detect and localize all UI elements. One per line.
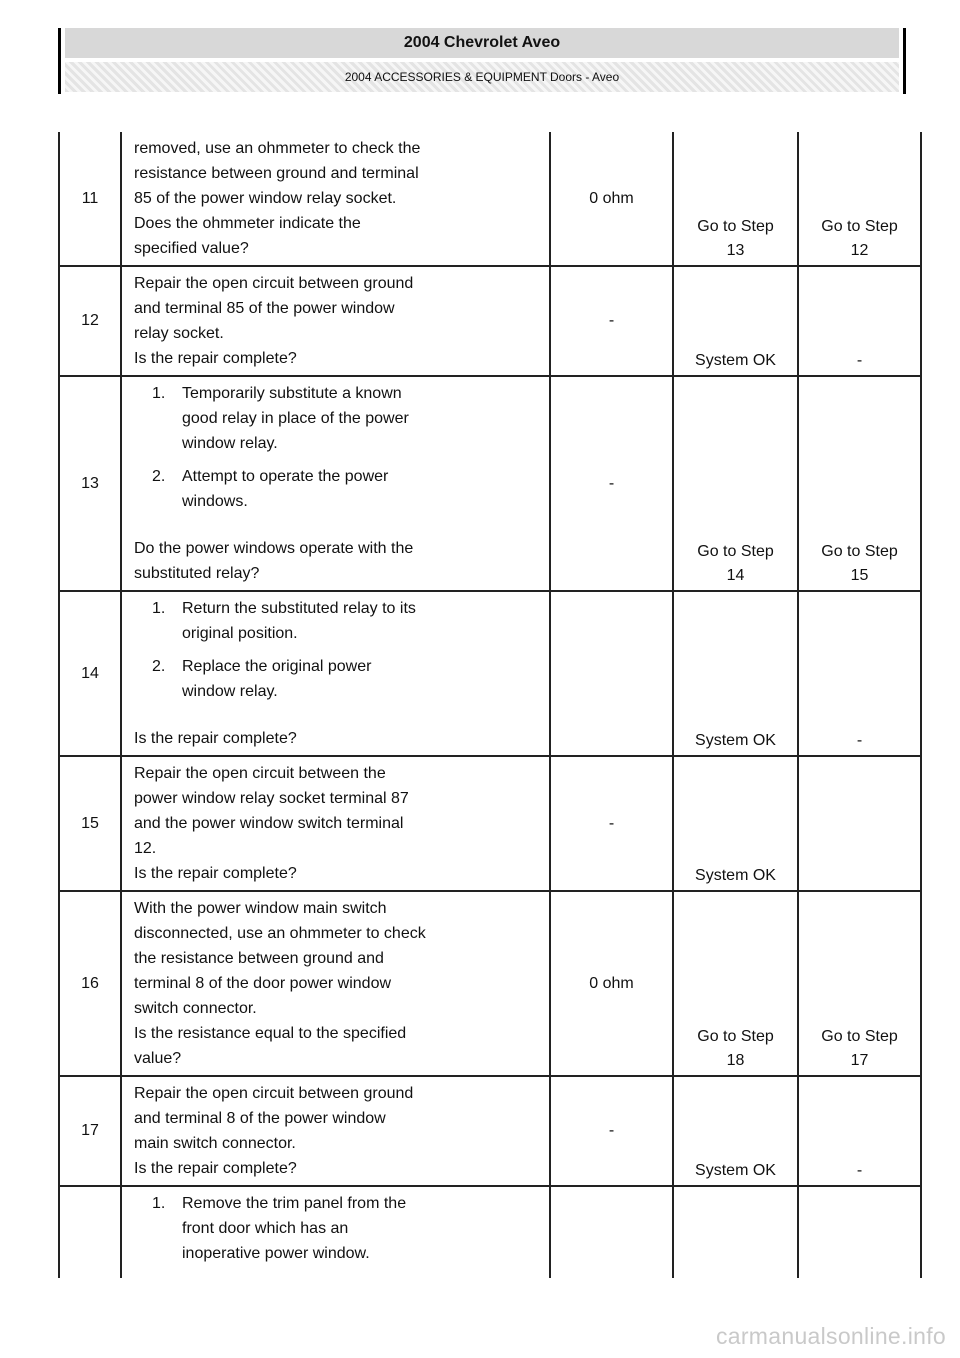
substep-line: inoperative power window.	[182, 1245, 370, 1262]
table-row	[59, 132, 921, 266]
no-cell	[798, 1076, 921, 1186]
value-cell: 0 ohm	[550, 132, 673, 266]
step-number: 16	[59, 891, 121, 1076]
action-line: power window relay socket terminal 87	[134, 790, 409, 807]
action-line: relay socket.	[134, 325, 224, 342]
substep	[134, 381, 541, 456]
action-cell	[121, 266, 550, 376]
table-row	[59, 1186, 921, 1278]
step-number: 12	[59, 266, 121, 376]
action-cell	[121, 376, 550, 591]
substep-number: 1.	[152, 1195, 166, 1212]
yes-cell	[673, 132, 798, 266]
no-cell	[798, 266, 921, 376]
value-cell	[550, 1186, 673, 1278]
substep-list	[134, 1191, 541, 1266]
yes-line: System OK	[695, 867, 776, 884]
substep-line: window relay.	[182, 435, 278, 452]
question-line: Do the power windows operate with the	[134, 540, 414, 557]
no-line: Go to Step	[821, 1028, 898, 1045]
action-line: specified value?	[134, 240, 249, 257]
action-line: disconnected, use an ohmmeter to check	[134, 925, 426, 942]
no-cell	[798, 591, 921, 756]
action-line: and terminal 85 of the power window	[134, 300, 395, 317]
action-line: removed, use an ohmmeter to check the	[134, 140, 421, 157]
question-line: Is the repair complete?	[134, 730, 297, 747]
action-line: Does the ohmmeter indicate the	[134, 215, 361, 232]
diagnostic-table	[58, 132, 922, 1278]
action-line: Repair the open circuit between ground	[134, 1085, 414, 1102]
no-line: Go to Step	[821, 543, 898, 560]
action-line: Repair the open circuit between the	[134, 765, 386, 782]
action-line: resistance between ground and terminal	[134, 165, 419, 182]
substep	[134, 654, 541, 704]
no-cell	[798, 756, 921, 891]
action-line: the resistance between ground and	[134, 950, 384, 967]
substep-number: 1.	[152, 385, 166, 402]
step-number: 17	[59, 1076, 121, 1186]
substep-line: Return the substituted relay to its	[182, 600, 416, 617]
table-row	[59, 1076, 921, 1186]
action-line: With the power window main switch	[134, 900, 387, 917]
yes-line: Go to Step	[697, 218, 774, 235]
no-cell	[798, 891, 921, 1076]
action-line: and terminal 8 of the power window	[134, 1110, 386, 1127]
no-line: -	[856, 352, 863, 369]
action-cell	[121, 1186, 550, 1278]
substep-list	[134, 381, 541, 514]
value-cell: -	[550, 266, 673, 376]
yes-line: System OK	[695, 1162, 776, 1179]
yes-line: Go to Step	[697, 543, 774, 560]
action-line: 85 of the power window relay socket.	[134, 190, 397, 207]
substep-line: Temporarily substitute a known	[182, 385, 402, 402]
question-line: Is the repair complete?	[134, 350, 297, 367]
action-line: 12.	[134, 840, 157, 857]
table-row	[59, 591, 921, 756]
table-row	[59, 266, 921, 376]
value-cell: -	[550, 756, 673, 891]
yes-line: System OK	[695, 732, 776, 749]
yes-cell	[673, 591, 798, 756]
table-row	[59, 891, 921, 1076]
yes-cell	[673, 756, 798, 891]
page-title: 2004 Chevrolet Aveo	[65, 28, 899, 58]
action-line: switch connector.	[134, 1000, 257, 1017]
watermark: carmanualsonline.info	[715, 1323, 946, 1349]
substep	[134, 464, 541, 514]
question-line: Is the repair complete?	[134, 1160, 297, 1177]
no-line: -	[856, 1162, 863, 1179]
yes-cell	[673, 1186, 798, 1278]
substep	[134, 596, 541, 646]
step-number: 13	[59, 376, 121, 591]
question-line: Is the repair complete?	[134, 865, 297, 882]
action-cell	[121, 756, 550, 891]
action-line: and the power window switch terminal	[134, 815, 404, 832]
substep-number: 2.	[152, 468, 166, 485]
yes-cell	[673, 376, 798, 591]
no-cell	[798, 376, 921, 591]
substep	[134, 1191, 541, 1266]
substep-line: front door which has an	[182, 1220, 349, 1237]
yes-cell	[673, 891, 798, 1076]
yes-line: 18	[726, 1052, 745, 1069]
no-cell	[798, 132, 921, 266]
substep-line: Remove the trim panel from the	[182, 1195, 407, 1212]
no-line: 17	[850, 1052, 869, 1069]
step-number: 11	[59, 132, 121, 266]
action-cell	[121, 1076, 550, 1186]
substep-line: Replace the original power	[182, 658, 372, 675]
step-number: 15	[59, 756, 121, 891]
no-line: 15	[850, 567, 869, 584]
step-number: 14	[59, 591, 121, 756]
value-cell: -	[550, 1076, 673, 1186]
substep-line: windows.	[182, 493, 248, 510]
page-header	[58, 28, 906, 94]
table-row	[59, 376, 921, 591]
table-row	[59, 756, 921, 891]
substep-line: window relay.	[182, 683, 278, 700]
no-cell	[798, 1186, 921, 1278]
value-cell: 0 ohm	[550, 891, 673, 1076]
action-line: Repair the open circuit between ground	[134, 275, 414, 292]
value-cell	[550, 591, 673, 756]
action-line: main switch connector.	[134, 1135, 296, 1152]
yes-line: System OK	[695, 352, 776, 369]
step-number	[59, 1186, 121, 1278]
yes-line: 14	[726, 567, 745, 584]
substep-line: good relay in place of the power	[182, 410, 409, 427]
yes-cell	[673, 266, 798, 376]
substep-line: Attempt to operate the power	[182, 468, 389, 485]
yes-cell	[673, 1076, 798, 1186]
action-cell	[121, 891, 550, 1076]
substep-line: original position.	[182, 625, 298, 642]
no-line: -	[856, 732, 863, 749]
action-cell	[121, 591, 550, 756]
page-subtitle: 2004 ACCESSORIES & EQUIPMENT Doors - Aveo	[65, 62, 899, 92]
question-line: value?	[134, 1050, 182, 1067]
value-cell: -	[550, 376, 673, 591]
yes-line: Go to Step	[697, 1028, 774, 1045]
substep-number: 1.	[152, 600, 166, 617]
substep-list	[134, 596, 541, 704]
no-line: Go to Step	[821, 218, 898, 235]
action-cell	[121, 132, 550, 266]
no-line: 12	[850, 242, 869, 259]
substep-number: 2.	[152, 658, 166, 675]
action-line: terminal 8 of the door power window	[134, 975, 392, 992]
question-line: Is the resistance equal to the specified	[134, 1025, 407, 1042]
yes-line: 13	[726, 242, 745, 259]
question-line: substituted relay?	[134, 565, 260, 582]
